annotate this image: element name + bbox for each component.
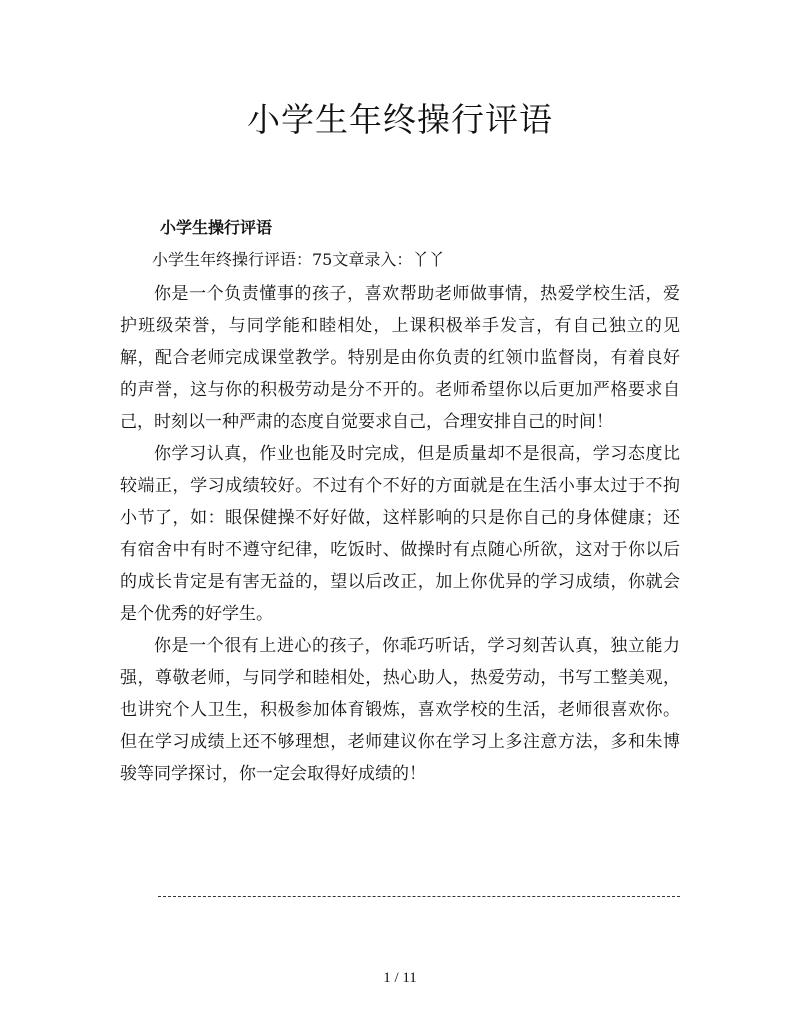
dashed-divider (158, 896, 680, 897)
paragraph-3: 你是一个很有上进心的孩子，你乖巧听话，学习刻苦认真，独立能力强，尊敬老师，与同学和睦相处，热心助人，热爱劳动，书写工整美观，也讲究个人卫生，积极参加体育锻炼，喜欢学校的生活，老师很喜欢你。但在学习成绩上还不够理想，老师建议你在学习上多注意方法，多和朱博骏等同学探讨，你一定会取得好成绩的！ (120, 636, 680, 784)
section-heading: 小学生操行评语 (160, 218, 273, 237)
page-title: 小学生年终操行评语 (247, 100, 553, 139)
paragraph-1: 你是一个负责懂事的孩子，喜欢帮助老师做事情，热爱学校生活，爱护班级荣誉，与同学能和睦相处，上课积极举手发言，有自己独立的见解，配合老师完成课堂教学。特别是由你负责的红领巾监督岗，有着良好的声誉，这与你的积极劳动是分不开的。老师希望你以后更加严格要求自己，时刻以一种严肃的态度自觉要求自己，合理安排自己的时间！ (120, 284, 680, 432)
article-subtitle: 小学生年终操行评语：75文章录入：丫丫 (152, 250, 445, 269)
page-number: 1 / 11 (383, 970, 417, 986)
document-body (120, 212, 680, 790)
paragraph-2: 你学习认真，作业也能及时完成，但是质量却不是很高，学习态度比较端正，学习成绩较好。不过有个不好的方面就是在生活小事太过于不拘小节了，如：眼保健操不好好做，这样影响的只是你自己的身体健康；还有宿舍中有时不遵守纪律，吃饭时、做操时有点随心所欲，这对于你以后的成长肯定是有害无益的，望以后改正，加上你优异的学习成绩，你就会是个优秀的好学生。 (120, 444, 680, 624)
